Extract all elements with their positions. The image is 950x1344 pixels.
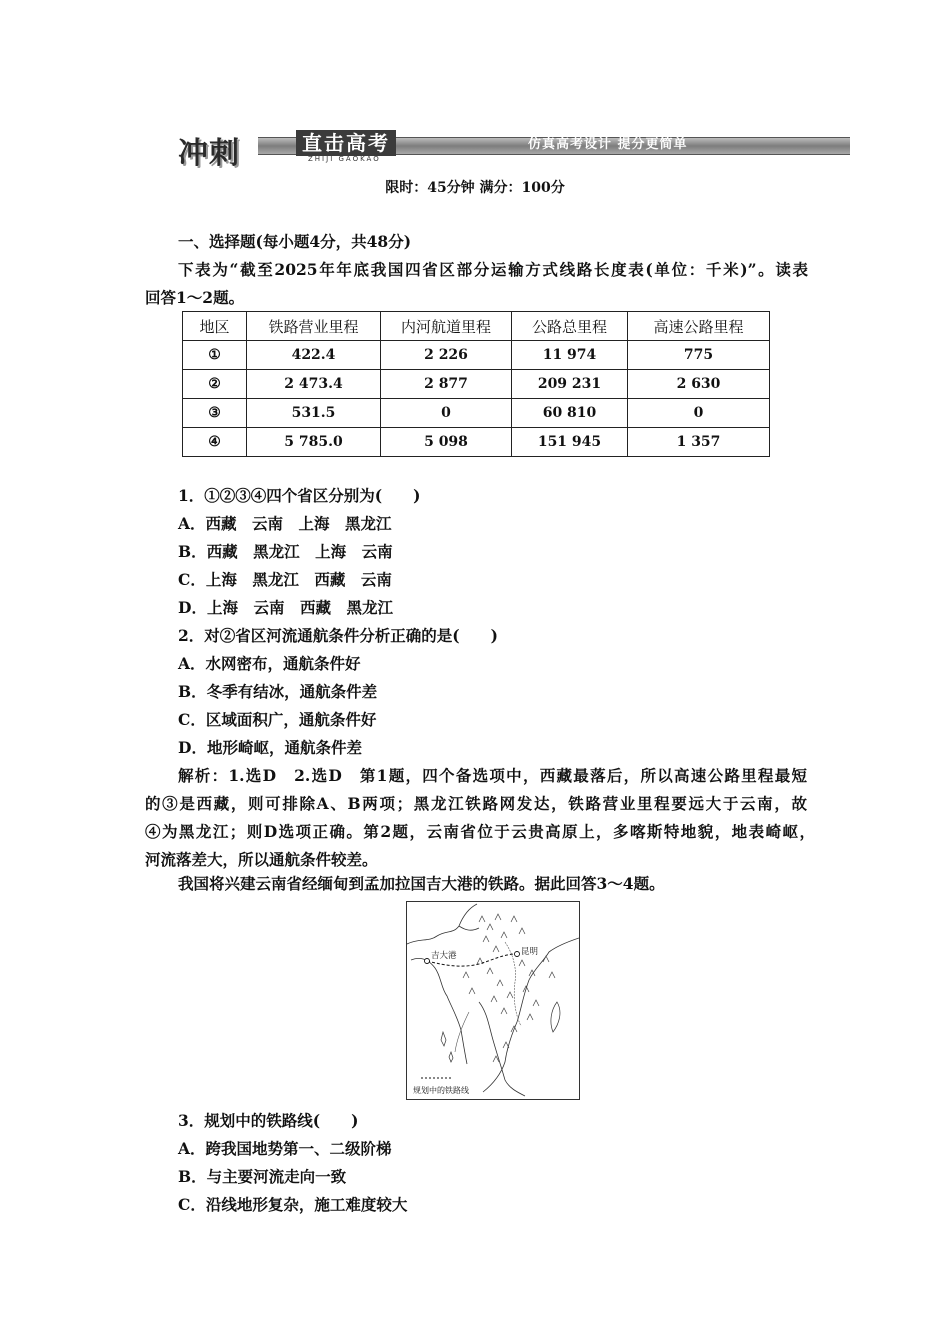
table-cell: ①: [183, 341, 247, 370]
question-1-stem: 1．①②③④四个省区分别为( ): [178, 486, 421, 505]
map-label-port: 吉大港: [431, 951, 457, 961]
section-heading: 一、选择题(每小题4分，共48分): [178, 232, 412, 251]
table-header: 公路总里程: [512, 312, 628, 341]
table-header: 地区: [183, 312, 247, 341]
transport-table: [182, 311, 770, 457]
table-cell: 2 877: [381, 370, 512, 399]
table-cell: ③: [183, 399, 247, 428]
question-1-option-c: C．上海 黑龙江 西藏 云南: [178, 570, 392, 589]
table-cell: ④: [183, 428, 247, 457]
table-cell: 2 630: [628, 370, 770, 399]
analysis-line-2: 的③是西藏，则可排除A、B两项；黑龙江铁路网发达，铁路营业里程要远大于云南，故: [145, 794, 807, 813]
table-cell: 11 974: [512, 341, 628, 370]
question-2-option-c: C．区域面积广，通航条件好: [178, 710, 377, 729]
question-2-option-a: A．水网密布，通航条件好: [178, 654, 361, 673]
section-banner: [178, 128, 850, 171]
analysis-line-4: 河流落差大，所以通航条件较差。: [145, 850, 378, 869]
question-2-option-b: B．冬季有结冰，通航条件差: [178, 682, 378, 701]
table-header: 内河航道里程: [381, 312, 512, 341]
analysis-line-1: 解析：1.选D 2.选D 第1题，四个备选项中，西藏最落后，所以高速公路里程最短: [178, 766, 807, 785]
intro-line-2: 回答1～2题。: [145, 288, 245, 307]
intro-line-1: 下表为“截至2025年年底我国四省区部分运输方式线路长度表(单位：千米)”。读表: [178, 260, 809, 279]
table-header: 高速公路里程: [628, 312, 770, 341]
table-row: [183, 428, 770, 457]
table-cell: 1 357: [628, 428, 770, 457]
table-cell: 2 226: [381, 341, 512, 370]
banner-subtitle: 直击高考: [296, 130, 396, 156]
table-row: [183, 370, 770, 399]
table-cell: 209 231: [512, 370, 628, 399]
table-row: [183, 399, 770, 428]
table-cell: 151 945: [512, 428, 628, 457]
map-legend-label: 规划中的铁路线: [413, 1086, 469, 1095]
question-2-option-d: D．地形崎岖，通航条件差: [178, 738, 362, 757]
analysis-line-3: ④为黑龙江；则D选项正确。第2题，云南省位于云贵高原上，多喀斯特地貌，地表崎岖，: [145, 822, 815, 841]
question-3-option-c: C．沿线地形复杂，施工难度较大: [178, 1195, 408, 1214]
map-label-city: 昆明: [521, 947, 539, 957]
table-cell: ②: [183, 370, 247, 399]
railway-map: [406, 901, 580, 1100]
table-header: 铁路营业里程: [247, 312, 381, 341]
table-cell: 5 098: [381, 428, 512, 457]
banner-title: 冲刺: [178, 136, 240, 171]
table-cell: 531.5: [247, 399, 381, 428]
banner-pinyin: ZHIJI GAOKAO: [308, 155, 381, 163]
question-3-option-b: B．与主要河流走向一致: [178, 1167, 347, 1186]
map-drawing: [407, 902, 579, 1099]
table-header-row: [183, 312, 770, 341]
question-3-option-a: A．跨我国地势第一、二级阶梯: [178, 1139, 392, 1158]
question-1-option-a: A．西藏 云南 上海 黑龙江: [178, 514, 392, 533]
table-row: [183, 341, 770, 370]
question-1-option-d: D．上海 云南 西藏 黑龙江: [178, 598, 393, 617]
time-limit: 限时：45分钟 满分：100分: [385, 180, 565, 196]
table-cell: 422.4: [247, 341, 381, 370]
table-cell: 60 810: [512, 399, 628, 428]
question-2-stem: 2．对②省区河流通航条件分析正确的是( ): [178, 626, 498, 645]
table-cell: 0: [381, 399, 512, 428]
table-cell: 775: [628, 341, 770, 370]
table-cell: 2 473.4: [247, 370, 381, 399]
question-1-option-b: B．西藏 黑龙江 上海 云南: [178, 542, 393, 561]
intro-2: 我国将兴建云南省经缅甸到孟加拉国吉大港的铁路。据此回答3～4题。: [178, 874, 665, 893]
banner-slogan: 仿真高考设计 提分更简单: [528, 137, 688, 152]
question-3-stem: 3．规划中的铁路线( ): [178, 1111, 359, 1130]
table-cell: 5 785.0: [247, 428, 381, 457]
table-cell: 0: [628, 399, 770, 428]
